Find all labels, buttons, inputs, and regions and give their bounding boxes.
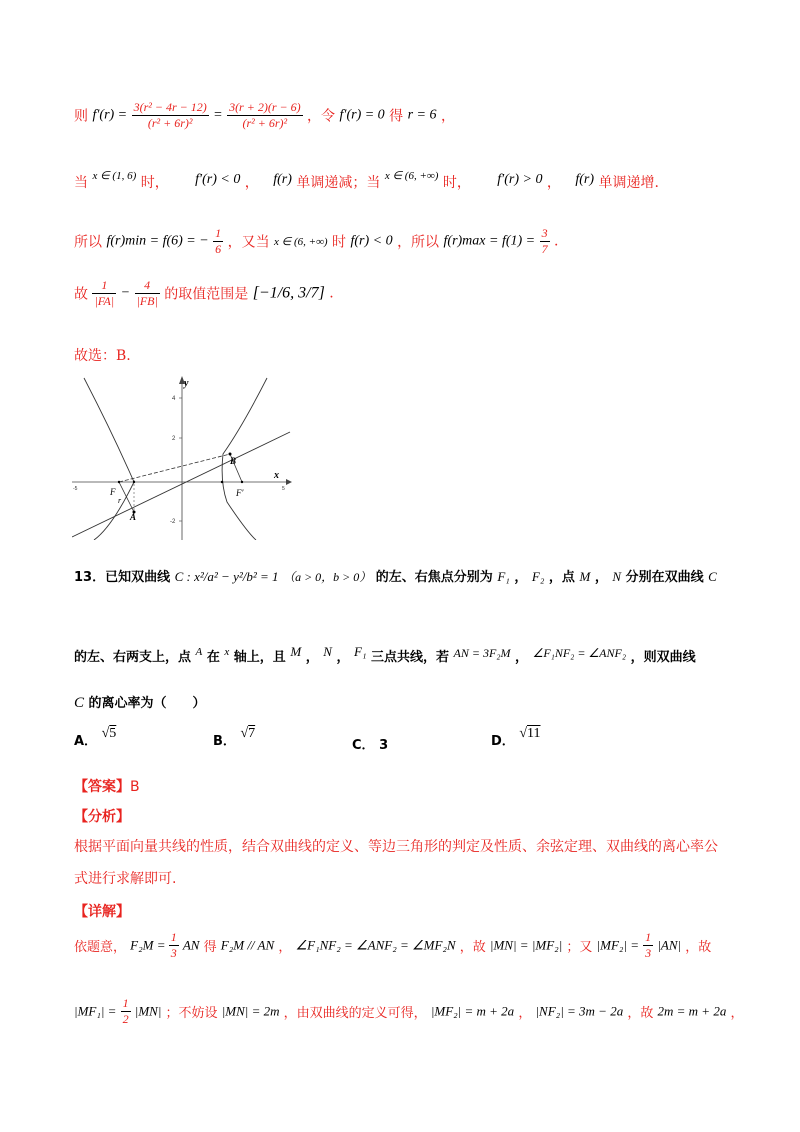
d1-vec: F₂M =	[130, 937, 169, 953]
d1-eq2-num: 1	[645, 930, 652, 944]
d1-parallel: F₂M // AN	[220, 937, 275, 953]
range-text: 的取值范围是	[164, 286, 249, 303]
q13-l2-text-5: ，则双曲线	[630, 650, 696, 665]
range-end: .	[329, 285, 334, 302]
tick-left-label: -5	[73, 486, 78, 492]
fmin-expr: f(r)min = f(6) = −	[106, 233, 209, 249]
negative-cond: f(r) < 0	[350, 233, 393, 249]
fr-2: f(r)	[575, 172, 595, 187]
d1-you: ；又	[566, 940, 593, 955]
d2-eq1-frac	[121, 996, 131, 1027]
option-c-value: 3	[379, 738, 389, 753]
f-prime-label: f′(r) =	[92, 107, 128, 123]
d2-c1: ，	[518, 1006, 532, 1021]
fmax-num: 3	[541, 226, 548, 240]
d2-t2: ，由双曲线的定义可得，	[283, 1006, 427, 1021]
q13-l2-c1: ，	[305, 650, 319, 665]
q13-l2-text-4: 三点共线，若	[371, 650, 450, 665]
d1-de: 得	[203, 940, 217, 955]
answer-tag: 【答案】	[74, 779, 130, 795]
when-text: 当	[74, 175, 88, 191]
fmax-expr: f(r)max = f(1) =	[443, 233, 536, 249]
interval-2: x ∈ (6, +∞)	[384, 170, 439, 182]
dashed-fb	[119, 454, 230, 482]
option-c[interactable]	[352, 734, 388, 753]
fr-1: f(r)	[273, 172, 292, 187]
option-b-label: B．	[213, 734, 236, 749]
q13-l2-text-2: 在	[206, 650, 220, 665]
d2-eq5: 2m = m + 2a	[657, 1003, 727, 1019]
label-f-prime: F′	[236, 488, 244, 498]
option-a-radicand: 5	[109, 726, 117, 741]
fraction-1	[132, 100, 209, 131]
term-2-num: 4	[135, 278, 160, 294]
option-c-label: C．	[352, 738, 375, 753]
term-1-den: |FA|	[94, 294, 115, 308]
q13-comma: ，	[514, 570, 528, 585]
option-d-value: √11	[519, 726, 541, 741]
hyperbola-left-branch	[84, 378, 137, 540]
detail-line-1	[74, 930, 711, 961]
q13-text-4: 分别在双曲线	[625, 570, 704, 585]
monotonic-1: 单调递减；当	[296, 175, 381, 191]
d1-frac-num: 1	[170, 930, 177, 944]
interval-3: x ∈ (6, +∞)	[274, 236, 328, 248]
d1-eq1: |MN| = |MF₂|	[489, 937, 563, 953]
gu-text: 故	[74, 286, 88, 303]
q13-point-a: A	[195, 646, 203, 658]
condition-math: f′(r) = 0	[339, 107, 385, 123]
answer-line	[74, 776, 140, 796]
d2-eq1-den: 2	[122, 1012, 129, 1026]
mid-text: ，又当	[227, 234, 270, 251]
q13-l2-f1: F₁	[354, 644, 367, 659]
fmin-num: 1	[215, 226, 222, 240]
solution-range-line	[74, 278, 334, 309]
fraction-2-denominator: (r² + 6r)²	[242, 116, 288, 130]
option-a[interactable]	[74, 726, 117, 750]
fraction-1-numerator: 3(r² − 4r − 12)	[133, 100, 207, 114]
suoyi-1: 所以	[74, 234, 102, 251]
solution-monotonic-line	[74, 172, 659, 192]
q13-text-1: 的左、右焦点分别为	[375, 570, 493, 585]
d2-end: ，	[730, 1006, 744, 1021]
d2-eq1b: |MN|	[134, 1003, 162, 1019]
d2-t3: ，故	[627, 1006, 654, 1021]
derivative-1: f′(r) < 0	[195, 172, 241, 187]
tick-right-label: 5	[282, 486, 285, 492]
term-2-fraction	[135, 278, 160, 309]
term-1-num: 1	[92, 278, 116, 294]
q13-l2-text-3: 轴上，且	[233, 650, 286, 665]
shi-text-3: 时	[332, 234, 347, 251]
interval-1: x ∈ (1, 6)	[92, 170, 137, 182]
fmin-fraction	[213, 226, 223, 257]
point-f-prime	[241, 481, 243, 483]
y-axis-label: y	[184, 378, 189, 389]
detail-tag: 【详解】	[74, 904, 130, 920]
fraction-2	[227, 100, 303, 131]
d1-angle: ∠F₁NF₂ = ∠ANF₂ = ∠MF₂N	[295, 937, 456, 953]
d1-vec2: AN	[182, 937, 200, 953]
point-f	[118, 481, 120, 483]
minus-sign: −	[120, 285, 131, 301]
d2-eq1a: |MF₁| =	[74, 1003, 117, 1019]
range-interval: [−1/6, 3/7]	[252, 284, 325, 302]
q13-l3-text: 的离心率为（ ）	[88, 696, 206, 711]
solution-derivative-line	[74, 100, 455, 131]
q13-x: x	[224, 646, 230, 658]
fraction-1-denominator: (r² + 6r)²	[147, 116, 193, 130]
d1-eq2a: |MF₂| =	[596, 937, 640, 953]
q13-l2-text-1: 的左、右两支上，点	[74, 650, 192, 665]
hyperbola-right-branch	[222, 378, 267, 540]
option-d-radicand: 11	[527, 726, 541, 741]
option-a-label: A．	[74, 734, 98, 749]
term-2-den: |FB|	[136, 294, 158, 308]
d1-frac	[169, 930, 179, 961]
detail-line-2	[74, 996, 743, 1027]
hyperbola-graph	[72, 372, 292, 540]
label-b: B	[230, 456, 237, 466]
solution-extreme-line	[74, 226, 558, 257]
label-r: r	[118, 496, 122, 505]
d2-eq4: |NF₂| = 3m − 2a	[535, 1003, 624, 1019]
question-13-line-3	[74, 692, 206, 712]
answer-choice-line: 故选：B.	[74, 348, 131, 364]
q13-text-3: ，	[594, 570, 608, 585]
d2-t1: ；不妨设	[165, 1006, 218, 1021]
vertex-left	[133, 481, 135, 483]
question-13-line-2	[74, 646, 696, 665]
analysis-text-line-1: 根据平面向量共线的性质，结合双曲线的定义、等边三角形的判定及性质、余弦定理、双曲线的离心率公	[74, 839, 718, 855]
d2-eq1-num: 1	[122, 996, 129, 1010]
fmin-den: 6	[215, 242, 222, 256]
q13-f1: F₁	[497, 569, 510, 584]
get-text: 得	[389, 108, 404, 125]
option-b[interactable]	[213, 726, 256, 750]
fmax-den: 7	[541, 242, 548, 256]
d2-eq2: |MN| = 2m	[221, 1003, 280, 1019]
x-axis-label: x	[274, 470, 279, 481]
fmax-fraction	[540, 226, 550, 257]
fraction-2-numerator: 3(r + 2)(r − 6)	[229, 100, 301, 114]
hyperbola-equation: C : x²/a² − y²/b² = 1	[174, 569, 279, 584]
suoyi-2: ，所以	[397, 234, 440, 251]
analysis-tag-line	[74, 806, 130, 826]
monotonic-2: 单调递增.	[598, 175, 659, 191]
tick-4-label: 4	[172, 396, 176, 402]
q13-l2-c2: ，	[336, 650, 350, 665]
prefix-text: 则	[74, 108, 88, 125]
term-1-fraction	[92, 278, 116, 309]
q13-l2-m: M	[290, 644, 302, 659]
q13-c: C	[708, 569, 717, 584]
analysis-text-line-2: 式进行求解即可.	[74, 871, 177, 887]
q13-m: M	[579, 569, 591, 584]
tick-2-label: 2	[172, 436, 176, 442]
d2-eq3: |MF₂| = m + 2a	[430, 1003, 515, 1019]
q13-l2-n: N	[323, 644, 332, 659]
option-b-radicand: 7	[248, 726, 256, 741]
label-a: A	[130, 512, 137, 522]
label-f: F	[110, 487, 116, 497]
q13-vector-eq: AN = 3F₂M	[453, 646, 511, 660]
option-b-value: √7	[240, 726, 256, 741]
comma-1: ，	[244, 175, 259, 191]
d1-gu2: ，故	[685, 940, 712, 955]
q13-angle-eq: ∠F₁NF₂ = ∠ANF₂	[532, 646, 627, 660]
parameter-condition: （a > 0，b > 0）	[283, 570, 372, 584]
d1-frac-den: 3	[170, 946, 177, 960]
option-d-label: D．	[491, 734, 515, 749]
end-punct: ，	[440, 108, 455, 125]
detail-tag-line	[74, 901, 130, 921]
vertex-right	[221, 481, 223, 483]
q13-l3-c: C	[74, 695, 85, 711]
shi-text-1: 时，	[140, 175, 169, 191]
d1-eq2b: |AN|	[657, 937, 682, 953]
d1-c1: ，	[278, 940, 292, 955]
shi-text-2: 时，	[442, 175, 471, 191]
option-d[interactable]	[491, 726, 541, 750]
question-number: 13．已知双曲线	[74, 570, 171, 585]
derivative-2: f′(r) > 0	[497, 172, 543, 187]
comma-2: ，	[546, 175, 561, 191]
q13-f2: F₂	[531, 569, 545, 584]
d1-eq2-den: 3	[645, 946, 652, 960]
q13-text-2: ，点	[548, 570, 575, 585]
d1-yi: 依题意，	[74, 940, 127, 955]
answer-value: B	[130, 779, 140, 795]
x-axis-arrow	[286, 479, 292, 485]
analysis-tag: 【分析】	[74, 809, 130, 825]
option-a-value: √5	[101, 726, 117, 741]
equals-sign: =	[213, 107, 223, 123]
result-math: r = 6	[407, 107, 437, 123]
end-dot: .	[554, 233, 559, 250]
d1-gu: ，故	[459, 940, 486, 955]
q13-n: N	[612, 569, 622, 584]
d1-eq2-frac	[643, 930, 653, 961]
let-text: ，令	[307, 108, 336, 125]
question-13-line-1	[74, 566, 717, 585]
q13-l2-c3: ，	[515, 650, 529, 665]
tick-neg2-label: -2	[170, 519, 176, 525]
